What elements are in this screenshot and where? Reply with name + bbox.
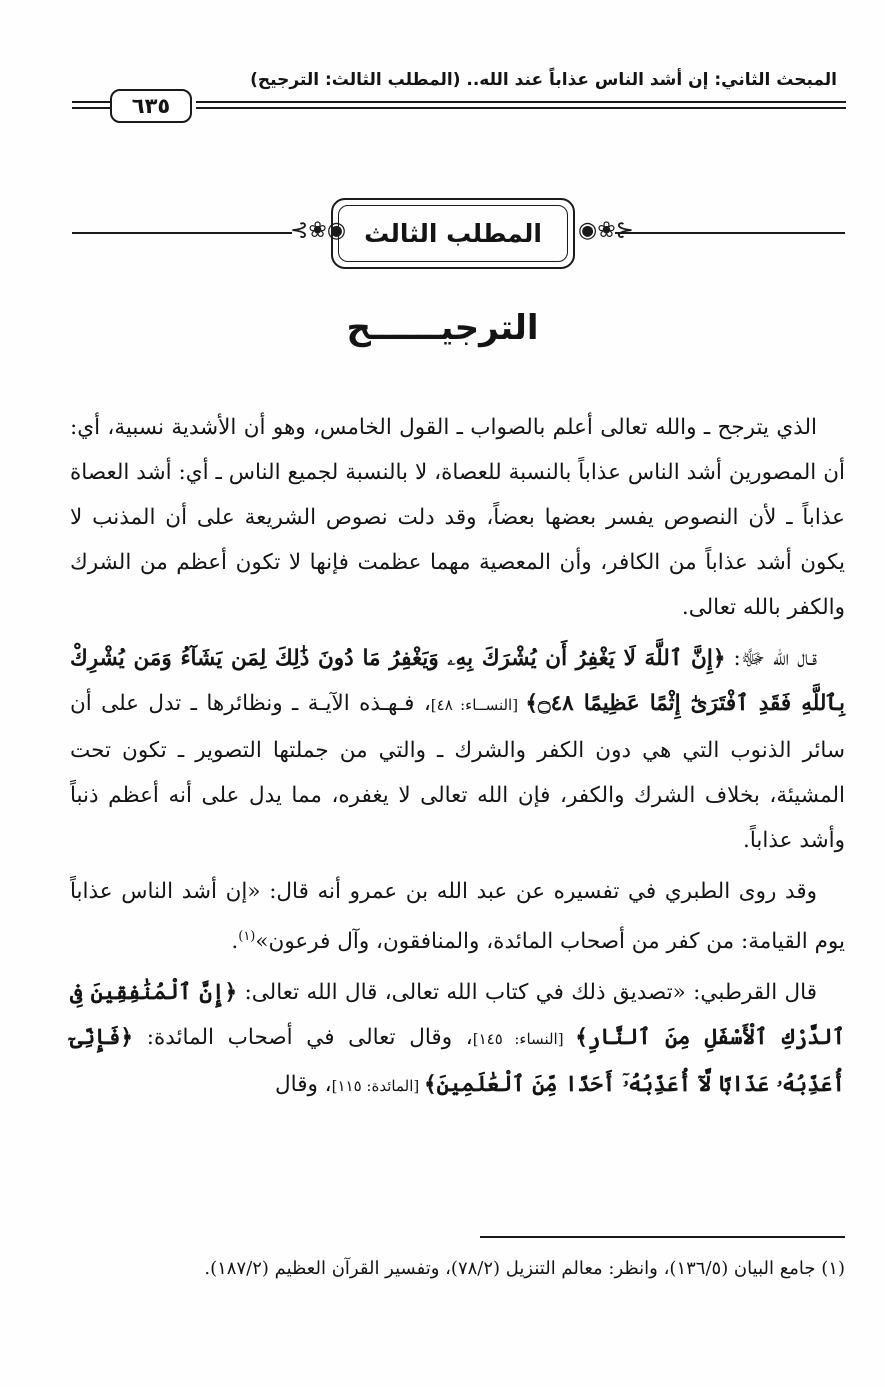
paragraph-3-end: . xyxy=(231,929,239,954)
citation-nisa-48: [النســاء: ٤٨] xyxy=(430,696,526,714)
header-rule-left-top xyxy=(72,101,110,103)
page-number: ٦٣٥ xyxy=(110,89,192,123)
footnote xyxy=(70,1249,845,1288)
quran-verse-maidah-115: ﴿فَإِنِّىٓ أُعَذِّبُهُۥ عَذَابًا لَّآ أُعَذِّبُهُۥٓ أَحَدًا مِّنَ ٱلْعَٰلَمِينَ﴾ xyxy=(70,1025,845,1097)
paragraph-4 xyxy=(70,970,845,1109)
paragraph-1: الذي يترجح ـ والله تعالى أعلم بالصواب ـ القول الخامس، وهو أن الأشدية نسبية، أي: أن المصورين أشد الناس عذاباً بالنسبة للعصاة، لا بالنسبة لجميع الناس ـ أي: أشد العصاة عذاباً ـ لأن النصوص يفسر بعضها بعضاً، وقد دلت نصوص الشريعة على أن المذنب لا يكون أشد عذاباً من الكافر، وأن المعصية مهما عظمت فإنها لا تكون أعظم من الشرك والكفر بالله تعالى. xyxy=(70,415,845,620)
section-heading-label: المطلب الثالث xyxy=(338,205,568,262)
footnote-reference: (١) xyxy=(238,929,256,944)
body-text xyxy=(70,405,845,1109)
chapter-title: الترجيــــــح xyxy=(346,308,539,348)
paragraph-4-part-b: ، وقال تعالى في أصحاب المائدة: xyxy=(133,1025,473,1050)
paragraph-2-intro: قـال الله ﷻ: xyxy=(725,646,817,671)
section-rule-left xyxy=(72,232,292,234)
header-rule-right-bottom xyxy=(196,107,846,109)
paragraph-2-rest: ، فـهـذه الآيـة ـ ونظائرها ـ تدل على أن سائر الذنوب التي هي دون الكفر والشرك ـ والتي من جملتها التصوير ـ تكون تحت المشيئة، بخلاف الشرك والكفر، فإن الله تعالى لا يغفره، مما يدل على أنه أعظم ذنباً وأشد عذاباً. xyxy=(70,691,845,853)
quran-verse-nisa-145: ﴿إِنَّ ٱلْمُنَٰفِقِينَ فِى ٱلدَّرْكِ ٱلْأَسْفَلِ مِنَ ٱلنَّارِ﴾ xyxy=(70,980,845,1050)
running-header-title: المبحث الثاني: إن أشد الناس عذاباً عند الله.. (المطلب الثالث: الترجيح) xyxy=(250,70,837,90)
paragraph-4-part-c: ، وقال xyxy=(275,1072,332,1097)
ornament-left-icon: ⊰❀◉ xyxy=(290,218,347,243)
header-rule-left-bottom xyxy=(72,107,110,109)
section-heading-frame xyxy=(331,198,575,269)
paragraph-2 xyxy=(70,636,845,863)
citation-nisa-145: [النساء: ١٤٥] xyxy=(472,1030,576,1048)
paragraph-3 xyxy=(70,869,845,964)
citation-maidah-115: [المائدة: ١١٥] xyxy=(331,1077,424,1095)
footnote-number: (١) xyxy=(821,1258,845,1279)
quran-verse-nisa-48: ﴿إِنَّ ٱللَّهَ لَا يَغْفِرُ أَن يُشْرَكَ بِهِۦ وَيَغْفِرُ مَا دُونَ ذَٰلِكَ لِمَن يَشَآءُ وَمَن يُشْرِكْ بِٱللَّهِ فَقَدِ ٱفْتَرَىٰٓ إِثْمًا عَظِيمًا ۝٤٨﴾ xyxy=(70,646,846,716)
footnote-separator xyxy=(480,1236,845,1238)
footnote-text: جامع البيان (١٣٦/٥)، وانظر: معالم التنزيل (٧٨/٢)، وتفسير القرآن العظيم (١٨٧/٢). xyxy=(204,1258,822,1279)
ornament-right-icon: ◉❀⊱ xyxy=(578,218,635,243)
section-rule-right xyxy=(615,232,845,234)
header-rule-right-top xyxy=(196,101,846,103)
paragraph-4-part-a: قال القرطبي: «تصديق ذلك في كتاب الله تعالى، قال الله تعالى: xyxy=(237,980,817,1005)
paragraph-3-text: وقد روى الطبري في تفسيره عن عبد الله بن عمرو أنه قال: «إن أشد الناس عذاباً يوم القيامة: من كفر من أصحاب المائدة، والمنافقون، وآل فرعون» xyxy=(70,879,845,954)
